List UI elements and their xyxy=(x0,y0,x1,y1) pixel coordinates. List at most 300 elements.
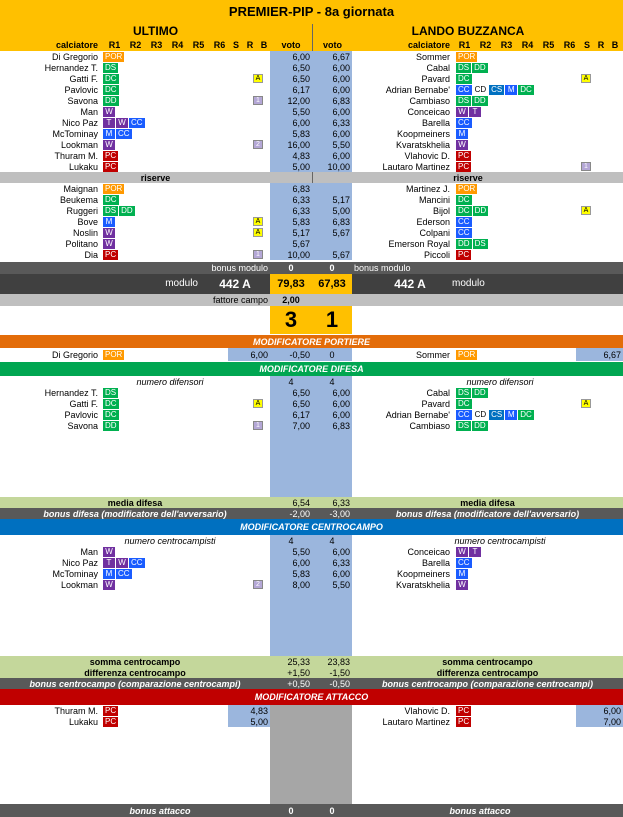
role-badge: DC xyxy=(458,205,470,215)
bonus-modulo-away: 0 xyxy=(329,263,335,273)
columns-header xyxy=(0,38,623,51)
player-row xyxy=(0,106,623,117)
somma-away: 23,83 xyxy=(327,656,350,667)
role-badge: M xyxy=(456,129,468,139)
player-name: Savona xyxy=(67,95,98,106)
col-role: R1 xyxy=(108,39,121,50)
vote-col-bg xyxy=(270,782,312,793)
player-name: Lukaku xyxy=(68,161,98,172)
player-row xyxy=(0,161,623,172)
role-tags xyxy=(101,348,141,361)
count-home: 4 xyxy=(288,535,294,546)
warning-badge: A xyxy=(581,74,591,83)
player-name: Bove xyxy=(77,216,98,227)
bonus-label: bonus attacco xyxy=(449,805,511,816)
count-label: numero difensori xyxy=(136,376,204,387)
role-badge: DD xyxy=(121,205,133,215)
col-b: B xyxy=(260,39,268,50)
player-name: Di Gregorio xyxy=(51,349,98,360)
role-badge: DS xyxy=(105,387,117,397)
goalkeeper-vote: 6,00 xyxy=(228,348,270,361)
player-row xyxy=(0,546,623,557)
player-vote: 5,17 xyxy=(292,227,310,238)
vote-col-bg xyxy=(312,738,352,749)
role-badge: DC xyxy=(520,409,532,419)
vote-col-bg xyxy=(312,612,352,623)
role-badge: PC xyxy=(458,161,470,171)
diff-label: differenza centrocampo xyxy=(436,667,539,678)
player-name: Dia xyxy=(84,249,98,260)
player-vote: 6,67 xyxy=(332,51,350,62)
vote-col-bg xyxy=(270,623,312,634)
role-badge: T xyxy=(103,118,115,128)
player-name: Adrian Bernabe' xyxy=(385,84,450,95)
total-home: 79,83 xyxy=(270,274,312,294)
somma-row xyxy=(0,656,623,667)
player-name: Cambiaso xyxy=(409,95,450,106)
role-tags xyxy=(454,705,578,716)
role-badge: CC xyxy=(458,84,470,94)
title-bar xyxy=(0,0,623,24)
role-badge: M xyxy=(103,129,115,139)
bonus-home: +0,50 xyxy=(287,678,310,689)
role-badge: CC xyxy=(118,128,130,138)
role-badge: DC xyxy=(105,73,117,83)
player-vote: 8,00 xyxy=(292,579,310,590)
warning-badge: A xyxy=(253,228,263,237)
role-tags xyxy=(101,227,251,238)
attack-vote: 4,83 xyxy=(228,705,270,716)
player-name: Kvaratskhelia xyxy=(395,139,450,150)
role-badge: DS xyxy=(458,95,470,105)
player-row xyxy=(0,84,623,95)
warning-badge: A xyxy=(253,217,263,226)
player-row xyxy=(0,194,623,205)
vote-col-bg xyxy=(312,771,352,782)
difesa-header xyxy=(0,362,623,376)
somma-label: somma centrocampo xyxy=(89,656,181,667)
role-badge: DD xyxy=(474,95,486,105)
section-title: MODIFICATORE ATTACCO xyxy=(254,692,369,702)
player-vote: 5,83 xyxy=(292,216,310,227)
player-row xyxy=(0,51,623,62)
player-vote: 6,00 xyxy=(332,128,350,139)
role-tags xyxy=(454,128,578,139)
player-vote: 6,00 xyxy=(332,398,350,409)
bonus-modulo-row xyxy=(0,262,623,274)
diff-row xyxy=(0,667,623,678)
col-role: R2 xyxy=(479,39,492,50)
player-name: Bijol xyxy=(432,205,450,216)
role-tags xyxy=(101,238,251,249)
role-badge: W xyxy=(456,140,468,150)
player-name: Savona xyxy=(67,420,98,431)
player-name: Lookman xyxy=(60,579,98,590)
player-name: Colpani xyxy=(419,227,450,238)
bonus-difesa-row xyxy=(0,508,623,519)
role-tags xyxy=(101,106,251,117)
role-badge: PC xyxy=(105,249,117,259)
role-badge: DC xyxy=(458,398,470,408)
modulo-home: 442 A xyxy=(219,277,251,291)
role-tags xyxy=(454,161,578,172)
role-tags xyxy=(454,387,578,398)
player-vote: 4,83 xyxy=(292,150,310,161)
player-name: Piccoli xyxy=(423,249,450,260)
vote-col-bg xyxy=(312,705,352,716)
player-vote: 5,00 xyxy=(292,161,310,172)
player-row xyxy=(0,760,623,771)
player-name: Ederson xyxy=(416,216,450,227)
role-badge: DS xyxy=(458,387,470,397)
goalkeeper-mod: 0 xyxy=(329,349,335,360)
player-name: Barella xyxy=(421,557,450,568)
somma-label: somma centrocampo xyxy=(442,656,533,667)
player-row xyxy=(0,568,623,579)
section-title: MODIFICATORE CENTROCAMPO xyxy=(240,522,383,532)
role-badge: POR xyxy=(105,183,123,193)
vote-col-bg xyxy=(312,601,352,612)
vote-col-bg xyxy=(312,431,352,442)
role-badge: CC xyxy=(458,216,470,226)
section-title: MODIFICATORE PORTIERE xyxy=(252,336,370,347)
role-badge: M xyxy=(456,569,468,579)
role-badge: CC xyxy=(118,568,130,578)
bonus-away: -3,00 xyxy=(329,508,350,519)
role-badge: POR xyxy=(458,183,476,193)
vote-col-bg xyxy=(312,793,352,804)
score-home: 3 xyxy=(270,306,312,334)
player-vote: 6,50 xyxy=(292,387,310,398)
player-name: McTominay xyxy=(52,128,98,139)
player-vote: 6,33 xyxy=(292,194,310,205)
player-vote: 5,67 xyxy=(332,249,350,260)
role-badge: DD xyxy=(474,420,486,430)
col-role: R2 xyxy=(129,39,142,50)
role-badge: POR xyxy=(458,349,476,359)
player-row xyxy=(0,150,623,161)
role-badge: DC xyxy=(458,73,470,83)
portiere-header xyxy=(0,335,623,348)
player-vote: 5,50 xyxy=(292,106,310,117)
role-badge: CS xyxy=(491,409,503,419)
player-row xyxy=(0,623,623,634)
player-vote: 5,50 xyxy=(332,139,350,150)
flag-cell xyxy=(251,579,265,590)
role-tags xyxy=(454,249,578,260)
player-name: Barella xyxy=(421,117,450,128)
vote-col-bg xyxy=(312,749,352,760)
player-row xyxy=(0,73,623,84)
role-tags xyxy=(101,150,251,161)
role-badge: M xyxy=(103,217,115,227)
bonus-badge: 1 xyxy=(253,250,263,259)
goalkeeper-vote: 6,67 xyxy=(576,348,623,361)
media-away: 6,33 xyxy=(332,497,350,508)
player-row xyxy=(0,238,623,249)
player-name: Cambiaso xyxy=(409,420,450,431)
role-badge: W xyxy=(103,140,115,150)
col-role: R5 xyxy=(542,39,555,50)
player-vote: 6,00 xyxy=(332,84,350,95)
player-name: Gatti F. xyxy=(69,398,98,409)
vote-col-bg xyxy=(270,464,312,475)
role-badge: PC xyxy=(105,716,117,726)
role-tags xyxy=(454,117,578,128)
player-row xyxy=(0,705,623,716)
centrocampo-header xyxy=(0,519,623,535)
role-badge: PC xyxy=(458,705,470,715)
media-label: media difesa xyxy=(107,497,163,508)
player-vote: 5,83 xyxy=(292,568,310,579)
player-row xyxy=(0,793,623,804)
role-tags xyxy=(101,128,251,139)
player-name: Lautaro Martinez xyxy=(382,716,450,727)
bonus-label: bonus centrocampo (comparazione centrocampi) xyxy=(381,678,594,689)
warning-badge: A xyxy=(253,399,263,408)
player-row xyxy=(0,442,623,453)
role-badge: DD xyxy=(105,420,117,430)
vote-col-bg xyxy=(270,590,312,601)
player-row xyxy=(0,749,623,760)
bonus-label: bonus difesa (modificatore dell'avversario) xyxy=(395,508,580,519)
player-vote: 16,00 xyxy=(287,139,310,150)
role-badge: DC xyxy=(105,84,117,94)
player-name: Thuram M. xyxy=(54,150,98,161)
bonus-badge: 1 xyxy=(253,421,263,430)
role-badge: DD xyxy=(474,62,486,72)
role-badge: DD xyxy=(474,205,487,215)
player-name: Hernandez T. xyxy=(44,62,98,73)
player-vote: 12,00 xyxy=(287,95,310,106)
role-tags xyxy=(101,409,251,420)
player-name: Koopmeiners xyxy=(396,128,450,139)
role-tags xyxy=(454,95,578,106)
player-name: Kvaratskhelia xyxy=(395,579,450,590)
vote-col-bg xyxy=(312,442,352,453)
somma-home: 25,33 xyxy=(287,656,310,667)
player-vote xyxy=(312,183,352,194)
fattore-campo-row xyxy=(0,294,623,306)
player-name: Nico Paz xyxy=(61,557,98,568)
player-row xyxy=(0,128,623,139)
role-tags xyxy=(101,546,251,557)
player-name: Conceicao xyxy=(407,546,450,557)
player-name: Pavlovic xyxy=(64,84,98,95)
player-vote: 6,83 xyxy=(332,95,350,106)
vote-col-bg xyxy=(312,716,352,727)
player-name: Beukema xyxy=(59,194,98,205)
role-tags xyxy=(454,73,578,84)
vote-col-bg xyxy=(312,464,352,475)
player-name: Nico Paz xyxy=(61,117,98,128)
warning-badge: A xyxy=(253,74,263,83)
player-row xyxy=(0,557,623,568)
role-tags xyxy=(454,716,578,727)
player-row xyxy=(0,782,623,793)
col-player: calciatore xyxy=(407,39,450,50)
player-name: Politano xyxy=(65,238,98,249)
vote-col-bg xyxy=(270,601,312,612)
role-badge: PC xyxy=(105,161,117,171)
player-row xyxy=(0,738,623,749)
player-name: McTominay xyxy=(52,568,98,579)
player-row xyxy=(0,409,623,420)
modulo-label: modulo xyxy=(452,278,485,289)
player-vote: 5,50 xyxy=(292,546,310,557)
vote-col-bg xyxy=(312,486,352,497)
player-vote: 6,00 xyxy=(332,62,350,73)
player-name: Man xyxy=(80,106,98,117)
player-name: Maignan xyxy=(63,183,98,194)
player-name: Sommer xyxy=(415,349,450,360)
flag-cell xyxy=(251,216,265,227)
attacco-header xyxy=(0,689,623,705)
count-away: 4 xyxy=(329,535,335,546)
bonus-modulo-label: bonus modulo xyxy=(354,263,411,273)
player-vote: 6,17 xyxy=(292,84,310,95)
role-badge: POR xyxy=(458,51,476,61)
role-badge: M xyxy=(505,410,517,420)
role-badge: PC xyxy=(105,150,117,160)
vote-col-bg xyxy=(312,727,352,738)
role-badge: CC xyxy=(458,557,470,567)
flag-cell xyxy=(251,249,265,260)
difesa-count-row xyxy=(0,376,623,387)
col-vote: voto xyxy=(312,38,352,51)
role-tags xyxy=(101,84,251,95)
player-name: Lautaro Martinez xyxy=(382,161,450,172)
player-row xyxy=(0,117,623,128)
attack-vote: 7,00 xyxy=(576,716,623,727)
role-badge: M xyxy=(505,85,517,95)
player-row xyxy=(0,62,623,73)
player-vote: 6,00 xyxy=(332,409,350,420)
role-badge: CC xyxy=(458,117,470,127)
role-badge: T xyxy=(469,547,481,557)
bonus-home: 0 xyxy=(288,805,294,816)
flag-cell xyxy=(251,398,265,409)
player-row xyxy=(0,727,623,738)
player-row xyxy=(0,205,623,216)
player-vote xyxy=(312,238,352,249)
player-vote: 6,00 xyxy=(332,73,350,84)
player-vote: 5,83 xyxy=(292,128,310,139)
player-vote: 6,83 xyxy=(332,420,350,431)
player-row xyxy=(0,398,623,409)
col-s: S xyxy=(583,39,590,50)
role-tags xyxy=(101,568,251,579)
vote-col-bg xyxy=(312,453,352,464)
player-row xyxy=(0,475,623,486)
player-vote: 6,00 xyxy=(332,106,350,117)
col-player: calciatore xyxy=(55,39,98,50)
vote-col-bg xyxy=(270,738,312,749)
role-tags xyxy=(454,194,578,205)
role-badge: DD xyxy=(458,238,470,248)
diff-label: differenza centrocampo xyxy=(84,667,186,678)
player-vote: 6,50 xyxy=(292,398,310,409)
player-vote: 6,00 xyxy=(292,117,310,128)
role-badge: DC xyxy=(105,409,117,419)
media-difesa-row xyxy=(0,497,623,508)
flag-cell xyxy=(251,227,265,238)
col-role: R5 xyxy=(192,39,205,50)
vote-col-bg xyxy=(270,475,312,486)
vote-col-bg xyxy=(270,612,312,623)
player-vote: 6,83 xyxy=(292,183,310,194)
role-tags xyxy=(101,249,251,260)
bonus-away: -0,50 xyxy=(329,678,350,689)
bonus-label: bonus centrocampo (comparazione centrocampi) xyxy=(29,678,241,689)
vote-col-bg xyxy=(270,453,312,464)
role-tags xyxy=(101,183,251,194)
player-name: Di Gregorio xyxy=(51,51,98,62)
role-tags xyxy=(101,387,251,398)
player-row xyxy=(0,590,623,601)
player-vote: 6,17 xyxy=(292,409,310,420)
role-badge: W xyxy=(116,118,128,128)
player-row xyxy=(0,139,623,150)
modulo-row xyxy=(0,274,623,294)
vote-col-bg xyxy=(270,442,312,453)
role-tags xyxy=(101,161,251,172)
bonus-attacco-row xyxy=(0,804,623,817)
total-away: 67,83 xyxy=(312,274,352,294)
player-vote: 10,00 xyxy=(327,161,350,172)
player-row xyxy=(0,716,623,727)
attack-vote: 5,00 xyxy=(228,716,270,727)
role-tags xyxy=(454,205,578,216)
role-badge: T xyxy=(469,107,481,117)
player-name: Noslin xyxy=(72,227,98,238)
role-tags xyxy=(101,117,251,128)
role-badge: DD xyxy=(474,387,486,397)
role-tags xyxy=(454,568,578,579)
role-badge: T xyxy=(103,558,115,568)
role-tags xyxy=(101,557,251,568)
col-role: R1 xyxy=(458,39,471,50)
attack-vote: 6,00 xyxy=(576,705,623,716)
player-row xyxy=(0,183,623,194)
flag-cell xyxy=(251,95,265,106)
vote-col-bg xyxy=(270,431,312,442)
teams-bar xyxy=(0,24,623,38)
player-row xyxy=(0,645,623,656)
fattore-campo-value: 2,00 xyxy=(282,295,300,305)
role-tags xyxy=(454,546,578,557)
role-tags xyxy=(454,84,578,95)
player-row xyxy=(0,95,623,106)
flag-cell xyxy=(579,205,593,216)
role-tags xyxy=(454,420,578,431)
vote-col-bg xyxy=(270,793,312,804)
col-r: R xyxy=(246,39,254,50)
count-away: 4 xyxy=(329,376,335,387)
player-name: Pavard xyxy=(421,73,450,84)
player-row xyxy=(0,453,623,464)
player-vote: 6,50 xyxy=(292,62,310,73)
role-tags xyxy=(454,579,578,590)
role-tags xyxy=(101,398,251,409)
player-name: Thuram M. xyxy=(54,705,98,716)
player-name: Vlahovic D. xyxy=(404,150,450,161)
page-title: PREMIER-PIP - 8a giornata xyxy=(228,4,395,19)
player-row xyxy=(0,227,623,238)
col-role: R3 xyxy=(150,39,163,50)
bonus-modulo-label: bonus modulo xyxy=(211,263,268,273)
role-tags xyxy=(101,139,251,150)
